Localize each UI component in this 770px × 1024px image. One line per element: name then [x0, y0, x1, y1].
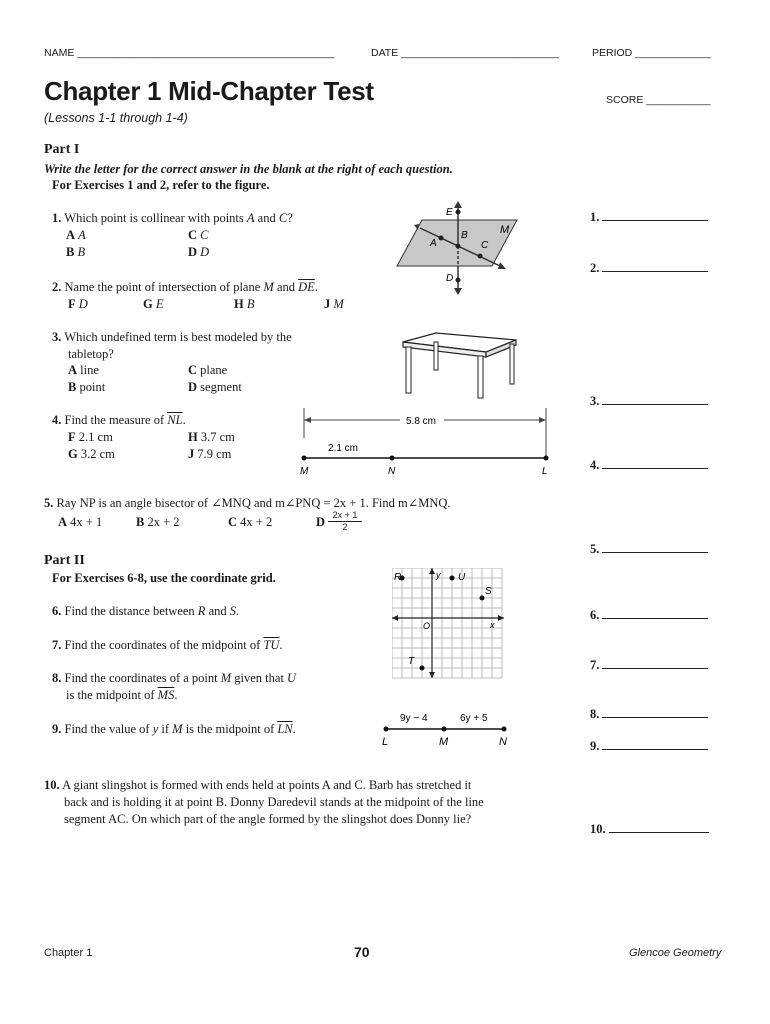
x-axis-arrow-icon — [498, 615, 504, 621]
point-c — [478, 254, 483, 259]
answer-blank-5[interactable]: 5. — [590, 542, 708, 557]
table-leg-front-left — [406, 347, 411, 393]
answer-blank-3[interactable]: 3. — [590, 394, 708, 409]
q1-choice-d: D D — [188, 245, 210, 259]
question-3: 3. Which undefined term is best modeled by the — [52, 330, 292, 344]
answer-blank-2[interactable]: 2. — [590, 261, 708, 276]
segment-figure — [296, 408, 558, 480]
date-field[interactable]: DATE ___________________________ — [371, 47, 559, 59]
part2-label: Part II — [44, 553, 85, 568]
point-b — [456, 244, 461, 249]
part1-subinstruction: For Exercises 1 and 2, refer to the figure. — [52, 178, 270, 192]
period-field[interactable]: PERIOD _____________ — [592, 47, 712, 59]
question-5: 5. Ray NP is an angle bisector of ∠MNQ and m∠PNQ = 2x + 1. Find m∠MNQ. — [44, 496, 451, 510]
q2-choice-j: J M — [324, 297, 344, 311]
q3-choice-d: D segment — [188, 380, 242, 394]
part2-instruction: For Exercises 6-8, use the coordinate grid. — [52, 571, 276, 585]
question-4: 4. Find the measure of $\overline{NL}$. — [52, 413, 186, 427]
q3-choice-b: B point — [68, 380, 106, 394]
label-right-expression: 6y + 5 — [460, 713, 488, 724]
label-total-length: 5.8 cm — [406, 416, 437, 427]
arrow-up-icon — [454, 201, 462, 208]
q5-choice-b: B 2x + 2 — [136, 515, 180, 529]
q1-choice-c: C C — [188, 228, 209, 242]
q5-choice-a: A 4x + 1 — [58, 515, 103, 529]
label-s: S — [485, 586, 492, 597]
fraction-denominator: 2 — [342, 522, 348, 532]
label-part-length: 2.1 cm — [328, 443, 359, 454]
question-1: 1. Which point is collinear with points A and C? — [52, 211, 293, 225]
point-t — [420, 666, 425, 671]
q4-choice-g: G 3.2 cm — [68, 447, 115, 461]
label-r: R — [394, 572, 402, 583]
label-u: U — [458, 572, 466, 583]
label-plane-m: M — [500, 224, 510, 236]
q5-choice-d-fraction — [328, 510, 362, 533]
answer-blank-6[interactable]: 6. — [590, 608, 708, 623]
table-leg-back-left — [434, 342, 438, 370]
answer-blank-8[interactable]: 8. — [590, 707, 708, 722]
answer-blank-4[interactable]: 4. — [590, 458, 708, 473]
label-l2: L — [382, 736, 389, 748]
answer-blank-7[interactable]: 7. — [590, 658, 708, 673]
x-axis-arrow-left-icon — [392, 615, 398, 621]
label-m: M — [300, 466, 309, 477]
fraction-numerator: 2x + 1 — [328, 510, 362, 522]
label-d: D — [446, 273, 454, 284]
label-y-axis: y — [436, 570, 441, 580]
point-d — [456, 278, 461, 283]
label-x-axis: x — [490, 620, 495, 630]
label-e: E — [446, 207, 453, 218]
arrowhead-right-icon — [539, 417, 546, 423]
footer-book-title: Glencoe Geometry — [629, 947, 722, 959]
q1-choice-b: B B — [66, 245, 86, 259]
label-origin: O — [423, 621, 431, 631]
name-field[interactable]: NAME ____________________________________________ — [44, 47, 335, 59]
question-6: 6. Find the distance between R and S. — [52, 604, 240, 618]
q4-choice-j: J 7.9 cm — [188, 447, 232, 461]
part1-label: Part I — [44, 142, 80, 157]
question-7: 7. Find the coordinates of the midpoint of $\overline{TU}$. — [52, 638, 283, 652]
label-b: B — [461, 230, 468, 241]
point-e — [456, 210, 461, 215]
q4-choice-f: F 2.1 cm — [68, 430, 113, 444]
question-10: 10. A giant slingshot is formed with ends held at points A and C. Barb has stretched it — [44, 778, 472, 792]
question-2: 2. Name the point of intersection of plane M and $\overline{DE}$. — [52, 280, 318, 294]
footer-chapter: Chapter 1 — [44, 947, 93, 959]
page-subtitle: (Lessons 1-1 through 1-4) — [44, 111, 188, 125]
table-figure — [398, 330, 520, 400]
answer-blank-9[interactable]: 9. — [590, 739, 708, 754]
table-leg-back-right — [510, 344, 514, 384]
question-9: 9. Find the value of y if M is the midpoint of $\overline{LN}$. — [52, 722, 296, 736]
q5-choice-d: D — [316, 515, 326, 529]
part1-instruction: Write the letter for the correct answer in the blank at the right of each question. — [44, 162, 453, 176]
coordinate-grid — [392, 568, 506, 680]
q2-choice-f: F D — [68, 297, 88, 311]
label-l: L — [542, 466, 548, 477]
label-m2: M — [439, 736, 449, 748]
question-8: 8. Find the coordinates of a point M given that U — [52, 671, 297, 685]
page-number: 70 — [354, 944, 370, 960]
score-field[interactable]: SCORE ___________ — [606, 94, 711, 106]
answer-blank-1[interactable]: 1. — [590, 210, 708, 225]
q1-choice-a: A A — [66, 228, 86, 242]
lmn-figure — [378, 709, 518, 749]
q3-choice-c: C plane — [188, 363, 228, 377]
arrow-right-icon — [498, 262, 506, 269]
point-a — [439, 236, 444, 241]
point-m — [302, 456, 307, 461]
label-n: N — [388, 466, 396, 477]
point-s — [480, 596, 485, 601]
q4-choice-h: H 3.7 cm — [188, 430, 235, 444]
question-10-line2: back and is holding it at point B. Donny Daredevil stands at the midpoint of the line — [64, 795, 484, 809]
q5-choice-c: C 4x + 2 — [228, 515, 273, 529]
plane-figure — [392, 198, 532, 298]
q2-choice-g: G E — [143, 297, 164, 311]
point-m2 — [442, 727, 447, 732]
point-l — [544, 456, 549, 461]
point-n2 — [502, 727, 507, 732]
point-u — [450, 576, 455, 581]
y-axis-arrow-down-icon — [429, 672, 435, 678]
arrowhead-left-icon — [304, 417, 311, 423]
answer-blank-10[interactable]: 10. — [590, 822, 709, 837]
y-axis-arrow-icon — [429, 568, 435, 574]
question-3-line2: tabletop? — [68, 347, 114, 361]
plane-m-shape — [397, 220, 517, 266]
label-c: C — [481, 240, 489, 251]
label-t: T — [408, 656, 415, 667]
q3-choice-a: A line — [68, 363, 99, 377]
table-leg-front-right — [478, 356, 483, 398]
question-10-line3: segment AC. On which part of the angle formed by the slingshot does Donny lie? — [64, 812, 472, 826]
arrow-down-icon — [454, 288, 462, 295]
point-l2 — [384, 727, 389, 732]
label-left-expression: 9y − 4 — [400, 713, 428, 724]
label-n2: N — [499, 736, 507, 748]
point-n — [390, 456, 395, 461]
label-a: A — [430, 238, 437, 249]
q2-choice-h: H B — [234, 297, 255, 311]
page-title: Chapter 1 Mid-Chapter Test — [44, 76, 374, 106]
question-8-line2: is the midpoint of $\overline{MS}$. — [66, 688, 178, 702]
